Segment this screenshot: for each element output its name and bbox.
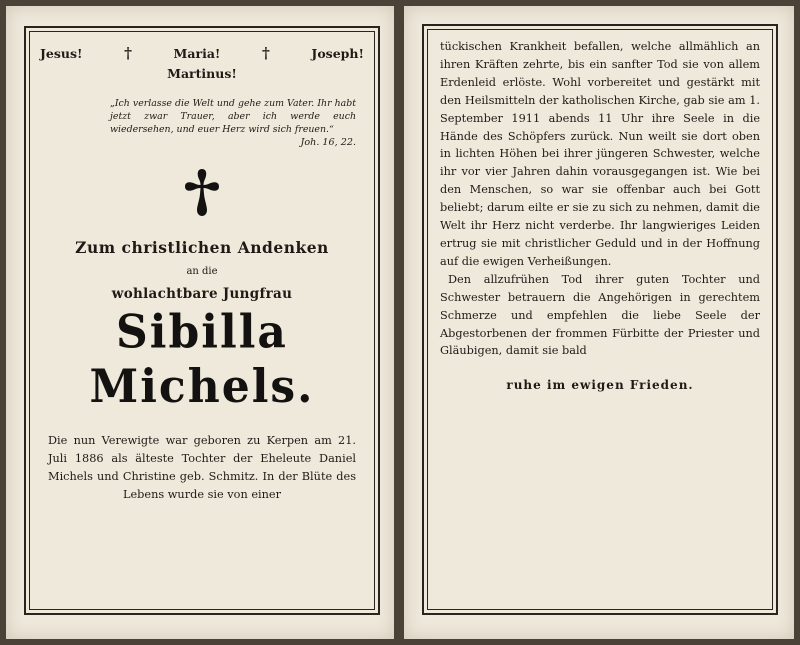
memorial-subheading: wohlachtbare Jungfrau: [111, 286, 293, 302]
memorial-heading: Zum christlichen Andenken: [75, 238, 329, 257]
dagger-icon: †: [261, 44, 270, 62]
right-card: [404, 6, 794, 639]
invocation-jesus: Jesus!: [40, 46, 83, 61]
invocation-joseph: Joseph!: [311, 46, 364, 61]
biography-paragraph-2: Den allzufrühen Tod ihrer guten Tochter und Schwester betrauern die Angehörigen in gerechtem Schmerze und empfehlen die liebe Seele der Abgestorbenen der frommen Fürbitte der Priester und Gläubigen, damit sie bald: [440, 272, 760, 358]
memorial-an-die: an die: [186, 266, 218, 277]
biography-paragraph-1: tückischen Krankheit befallen, welche allmählich an ihren Kräften zehrte, bis ein sanfter Tod sie von allem Erdenleid erlöste. Wohl vorbereitet und gestärkt mit den Heilsmitteln der katholischen Kirche, gab sie am 1. September 1911 abends 11 Uhr ihre Seele in die Hände des Schöpfers zurück. Nun weilt sie dort oben in lichten Höhen bei ihrer jüngeren Schwester, welche ihr vor vier Jahren dahin vorausgegangen ist. Wie bei den Menschen, so war sie offenbar auch bei Gott beliebt; darum eilte er sie zu sich zu nehmen, damit die Welt ihr Herz nicht verderbe. Ihr langwieriges Leiden ertrug sie mit christlicher Geduld und in der Hoffnung auf die ewigen Verheißungen.: [440, 40, 760, 268]
invocation-maria: Maria!: [173, 46, 221, 61]
invocation-martinus: Martinus!: [167, 66, 237, 81]
biography-text-start: Die nun Verewigte war geboren zu Kerpen am 21. Juli 1886 als älteste Tochter der Eheleute Daniel Michels und Christine geb. Schmitz. In der Blüte des Lebens wurde sie von einer: [48, 434, 356, 501]
cross-container: [36, 166, 368, 218]
left-card-border: [24, 26, 380, 615]
left-card-content: [36, 36, 368, 605]
deceased-name: Sibilla Michels.: [89, 305, 315, 414]
invocation-line: [40, 44, 364, 62]
right-card-border: [422, 24, 778, 615]
left-card: [6, 6, 394, 639]
closing-line: ruhe im ewigen Frieden.: [506, 378, 694, 393]
bible-quote-reference: Joh. 16, 22.: [300, 137, 356, 148]
dagger-icon: †: [124, 44, 132, 62]
right-card-content: [434, 34, 766, 605]
cross-pattee-icon: [183, 166, 221, 218]
bible-quote: „Ich verlasse die Welt und gehe zum Vater. Ihr habt jetzt zwar Trauer, aber ich werde euch wiedersehen, und euer Herz wird sich freuen.“: [110, 98, 356, 135]
biography-text-continued: [440, 38, 760, 360]
